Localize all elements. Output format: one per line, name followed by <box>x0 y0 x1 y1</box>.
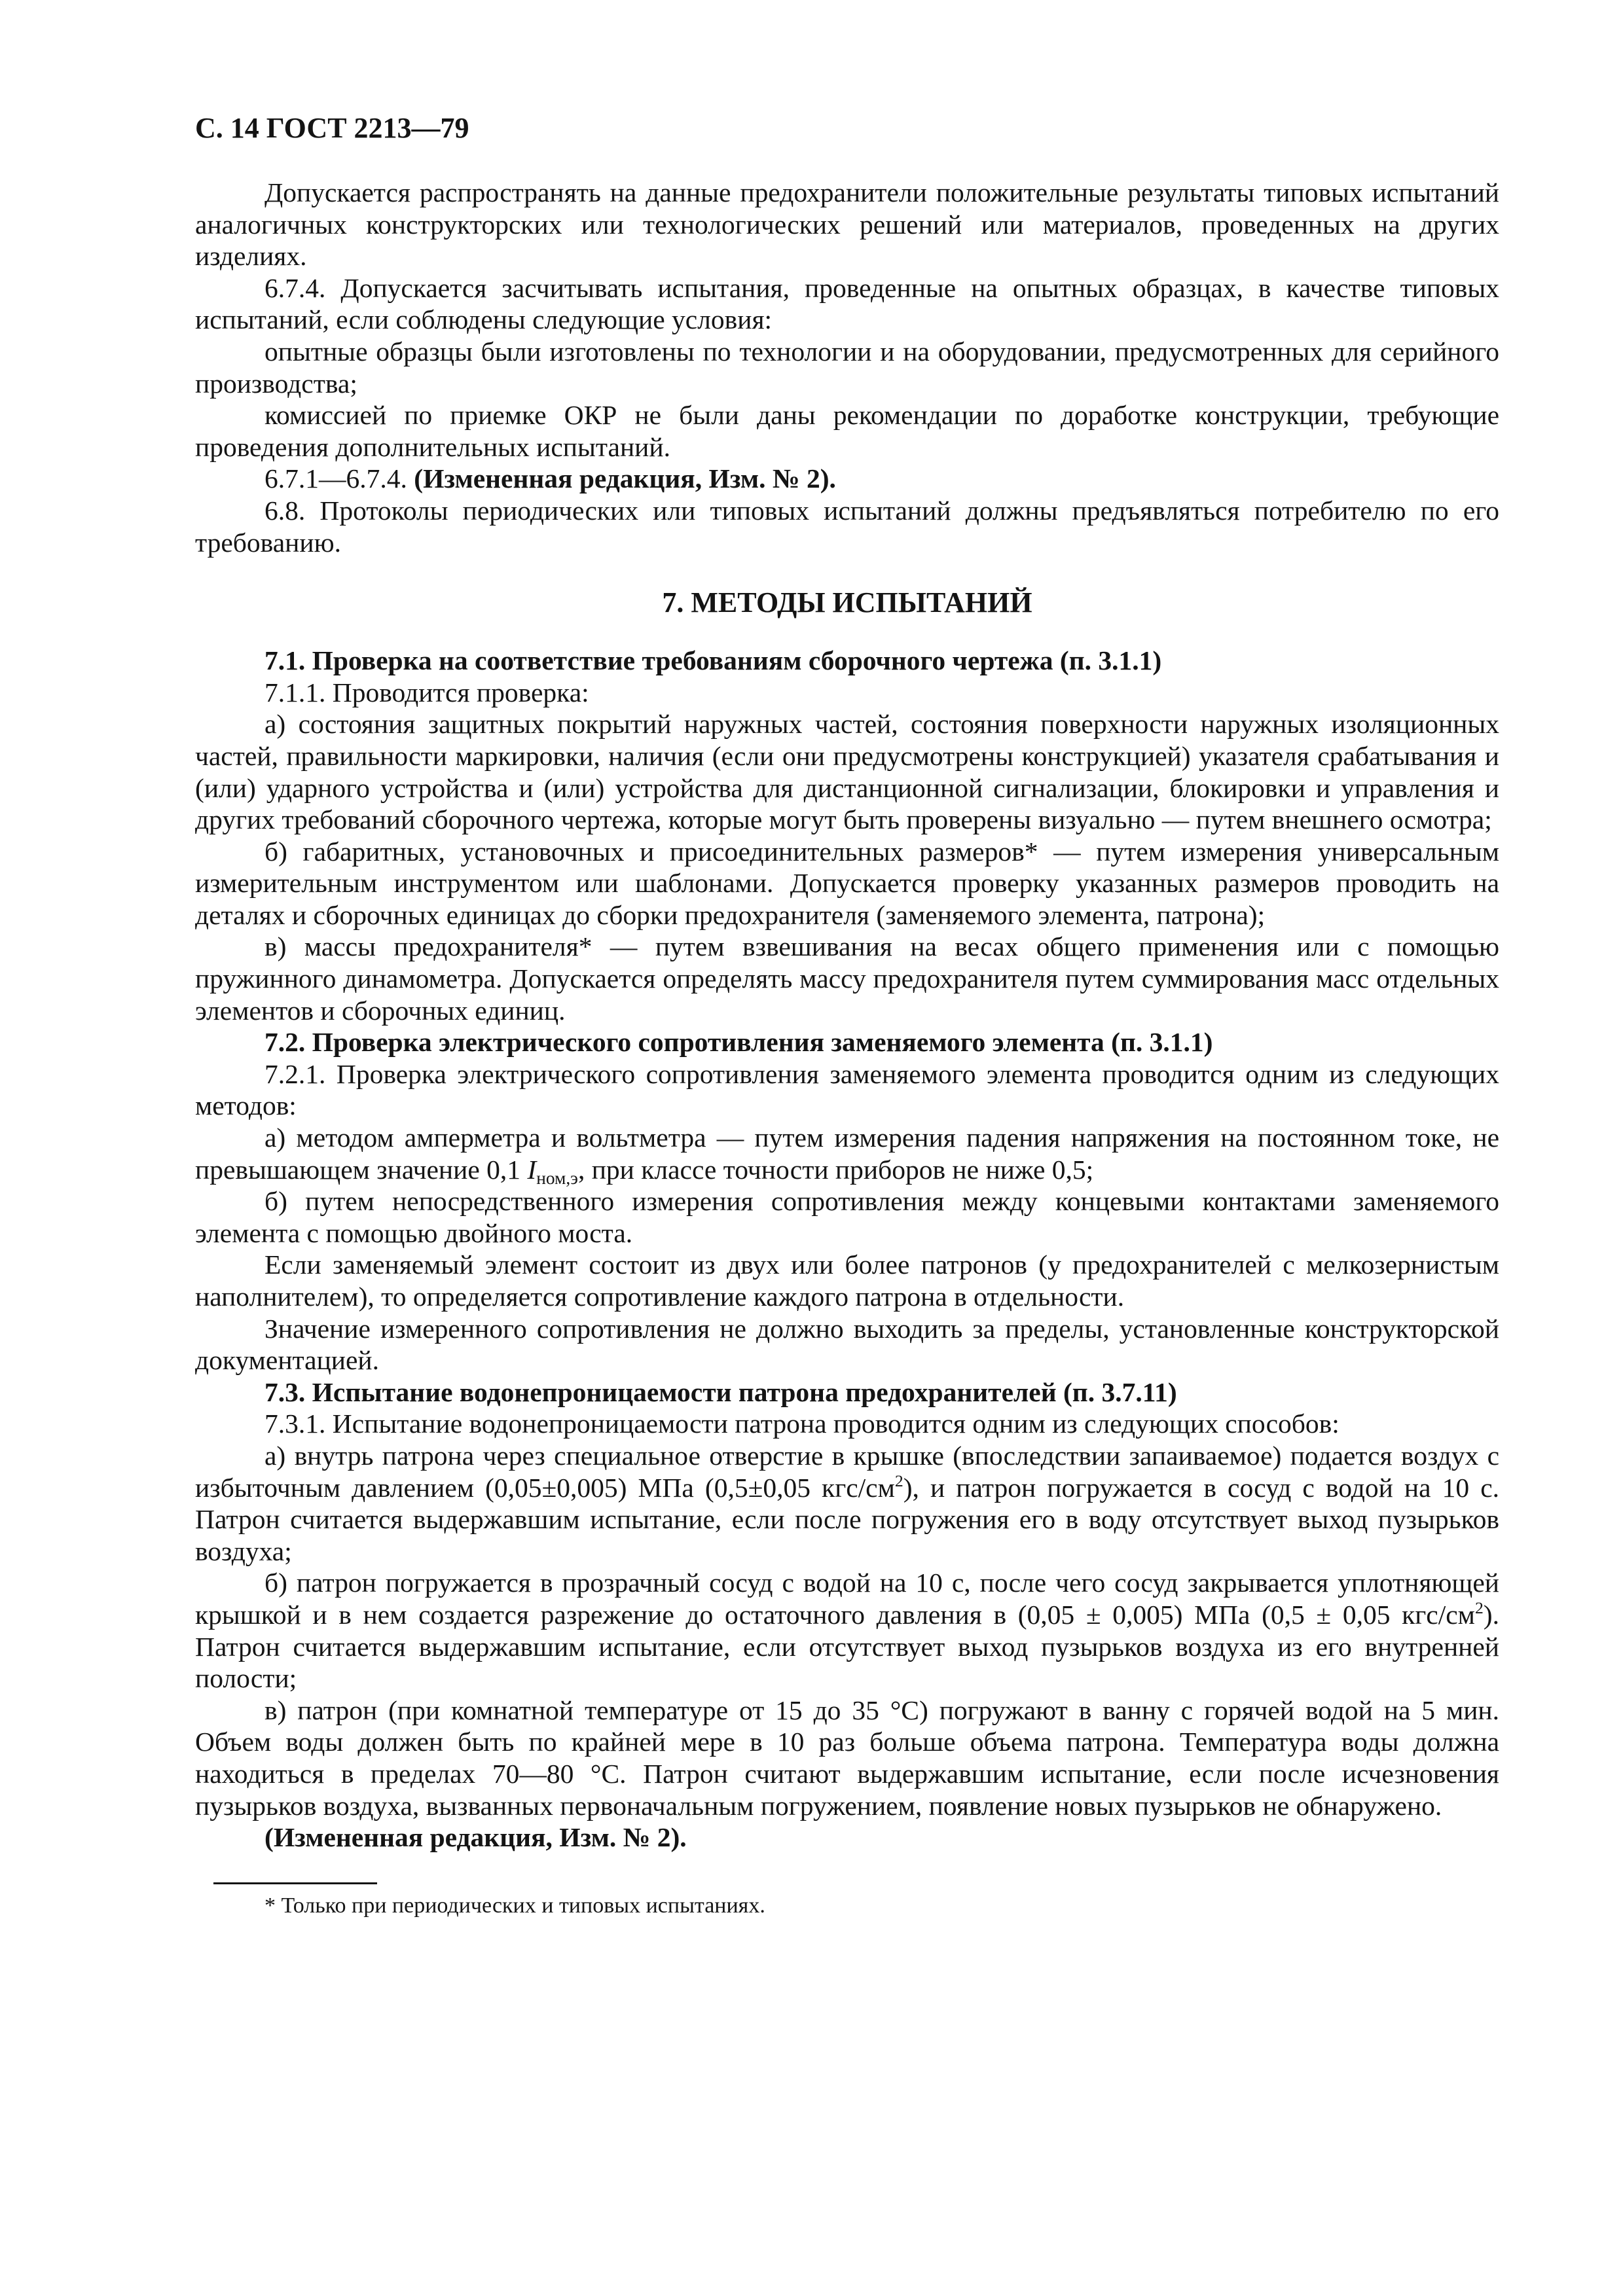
paragraph-condition-2: комиссией по приемке ОКР не были даны рекомендации по доработке конструкции, требующие проведения дополнительных испытаний. <box>195 400 1499 462</box>
paragraph-7-1-1: 7.1.1. Проводится проверка: <box>264 677 589 708</box>
paragraph-7-3-1: 7.3.1. Испытание водонепроницаемости патрона проводится одним из следующих способов: <box>264 1408 1340 1439</box>
paragraph-condition-1: опытные образцы были изготовлены по технологии и на оборудовании, предусмотренных для серийного производства; <box>195 336 1499 399</box>
superscript: 2 <box>894 1471 903 1490</box>
section-title: 7. МЕТОДЫ ИСПЫТАНИЙ <box>662 586 1032 619</box>
paragraph-6-8: 6.8. Протоколы периодических или типовых испытаний должны предъявляться потребителю по его требованию. <box>195 495 1499 558</box>
list-item-a <box>195 1440 1499 1567</box>
paragraph: Значение измеренного сопротивления не должно выходить за пределы, установленные конструкторской документацией. <box>195 1313 1499 1376</box>
text-run: ). Патрон считается выдержавшим испытание, если отсутствует выход пузырьков воздуха из его внутренней полости; <box>195 1599 1499 1694</box>
list-item-v: в) массы предохранителя* — путем взвешивания на весах общего применения или с помощью пружинного динамометра. Допускается определять массу предохранителя путем суммирования масс отдельных элементов и сборочных единиц. <box>195 931 1499 1026</box>
superscript: 2 <box>1474 1598 1484 1617</box>
paragraph: Если заменяемый элемент состоит из двух или более патронов (у предохранителей с мелкозернистым наполнителем), то определяется сопротивление каждого патрона в отдельности. <box>195 1249 1499 1312</box>
document-body <box>195 177 1499 1854</box>
list-item-b: б) путем непосредственного измерения сопротивления между концевыми контактами заменяемого элемента с помощью двойного моста. <box>195 1186 1499 1248</box>
text-run: а) методом амперметра и вольтметра — путем измерения падения напряжения на постоянном токе, не превышающем значение 0,1 <box>195 1122 1499 1185</box>
paragraph-6-7-4: 6.7.4. Допускается засчитывать испытания, проведенные на опытных образцах, в качестве типовых испытаний, если соблюдены следующие условия: <box>195 272 1499 335</box>
document-page <box>195 111 1499 1920</box>
list-item-a <box>195 1122 1499 1188</box>
list-item-v: в) патрон (при комнатной температуре от 15 до 35 °С) погружают в ванну с горячей водой на 5 мин. Объем воды должен быть по крайней мере в 10 раз больше объема патрона. Температура воды должна находиться в пределах 70—80 °С. Патрон считают выдержавшим испытание, если после исчезновения пузырьков воздуха, вызванных первоначальным погружением, появление новых пузырьков не обнаружено. <box>195 1695 1499 1821</box>
text-run: а) внутрь патрона через специальное отверстие в крышке (впоследствии запаиваемое) подается воздух с избыточным давлением (0,05±0,005) МПа (0,5±0,05 кгс/см <box>195 1440 1499 1503</box>
footnote-divider <box>213 1882 377 1884</box>
list-item-b: б) габаритных, установочных и присоединительных размеров* — путем измерения универсальным измерительным инструментом или шаблонами. Допускается проверку указанных размеров проводить на деталях и сборочных единицах до сборки предохранителя (заменяемого элемента, патрона); <box>195 836 1499 930</box>
footnote: * Только при периодических и типовых испытаниях. <box>264 1893 765 1918</box>
text-run: , при классе точности приборов не ниже 0,5; <box>577 1154 1094 1185</box>
subsection-title-7-3: 7.3. Испытание водонепроницаемости патрона предохранителей (п. 3.7.11) <box>264 1376 1177 1407</box>
amendment-label: (Измененная редакция, Изм. № 2). <box>414 463 836 494</box>
amendment-note-final: (Измененная редакция, Изм. № 2). <box>264 1822 687 1853</box>
list-item-a: а) состояния защитных покрытий наружных частей, состояния поверхности наружных изоляционных частей, правильности маркировки, наличия (если они предусмотрены конструкцией) указателя срабатывания и (или) ударного устройства и (или) устройства для дистанционной сигнализации, блокировки и управления и других требований сборочного чертежа, которые могут быть проверены визуально — путем внешнего осмотра; <box>195 709 1499 835</box>
symbol-current: I <box>527 1154 537 1185</box>
text-run: ), и патрон погружается в сосуд с водой на 10 с. Патрон считается выдержавшим испытание, если после погружения его в воду отсутствует выход пузырьков воздуха; <box>195 1472 1499 1566</box>
list-item-b <box>195 1567 1499 1694</box>
page-header: С. 14 ГОСТ 2213—79 <box>195 112 469 144</box>
amendment-clause-ref: 6.7.1—6.7.4. <box>264 463 414 494</box>
subscript-nom: ном,э <box>536 1168 578 1188</box>
amendment-note-6-7 <box>195 463 1499 495</box>
paragraph: Допускается распространять на данные предохранители положительные результаты типовых испытаний аналогичных конструкторских или технологических решений или материалов, проведенных на других изделиях. <box>195 177 1499 272</box>
paragraph-7-2-1: 7.2.1. Проверка электрического сопротивления заменяемого элемента проводится одним из следующих методов: <box>195 1058 1499 1121</box>
text-run: б) патрон погружается в прозрачный сосуд с водой на 10 с, после чего сосуд закрывается уплотняющей крышкой и в нем создается разрежение до остаточного давления в (0,05 ± 0,005) МПа (0,5 ± 0,05 кгс/см <box>195 1568 1499 1630</box>
subsection-title-7-1: 7.1. Проверка на соответствие требованиям сборочного чертежа (п. 3.1.1) <box>264 645 1162 676</box>
subsection-title-7-2: 7.2. Проверка электрического сопротивления заменяемого элемента (п. 3.1.1) <box>264 1027 1213 1058</box>
